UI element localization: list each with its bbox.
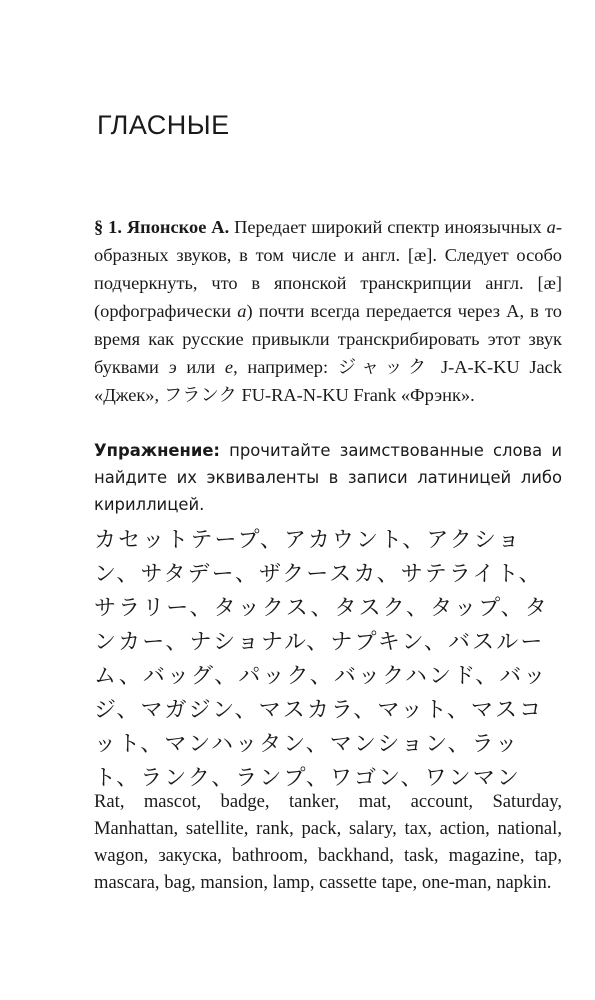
japanese-word-list: カセットテープ、アカウント、アクション、サタデー、ザクースカ、サテライト、サラリー、タックス、タスク、タップ、タンカー、ナショナル、ナプキン、バスルーム、バッグ、パック、バックハンド、バッジ、マガジン、マスカラ、マット、マスコット、マンハッタン、マンション、ラット、ランク、ランプ、ワゴン、ワンマン — [94, 528, 549, 791]
section-italic-e-reversed: э — [168, 357, 177, 377]
section-italic-a-latin: a — [237, 301, 247, 321]
section-paragraph — [94, 213, 562, 409]
section-text-4: или — [176, 357, 225, 377]
section-italic-a: а — [546, 217, 556, 237]
section-text-1: Передает широкий спектр иноязычных — [229, 217, 547, 237]
section-number: § 1. Японское А. — [94, 217, 230, 237]
section-italic-e: е — [224, 357, 234, 377]
section-text-3: ) почти всегда передается через А, в то время как русские привыкли транскрибировать этот звук буквами — [94, 301, 562, 377]
exercise-paragraph — [94, 437, 562, 518]
section-text-5: , например: ジャック J-A-K-KU Jack «Джек», フランク FU-RA-N-KU Frank «Фрэнк». — [94, 357, 563, 405]
chapter-heading: ГЛАСНЫЕ — [97, 110, 230, 140]
exercise-label: Упражнение: — [94, 441, 220, 460]
answer-word-list: Rat, mascot, badge, tanker, mat, account, Saturday, Manhattan, satellite, rank, pack, salary, tax, action, national, wagon, закуска, bathroom, backhand, task, magazine, tap, mascara, bag, mansion, lamp, cassette tape, one-man, napkin. — [94, 791, 562, 893]
exercise-text: прочитайте заимствованные слова и найдите их эквиваленты в записи латиницей либо кириллицей. — [94, 441, 562, 514]
section-text-2: -образных звуков, в том числе и англ. [æ]. Следует особо подчеркнуть, что в японской транскрипции англ. [æ] (орфографически — [94, 217, 562, 321]
